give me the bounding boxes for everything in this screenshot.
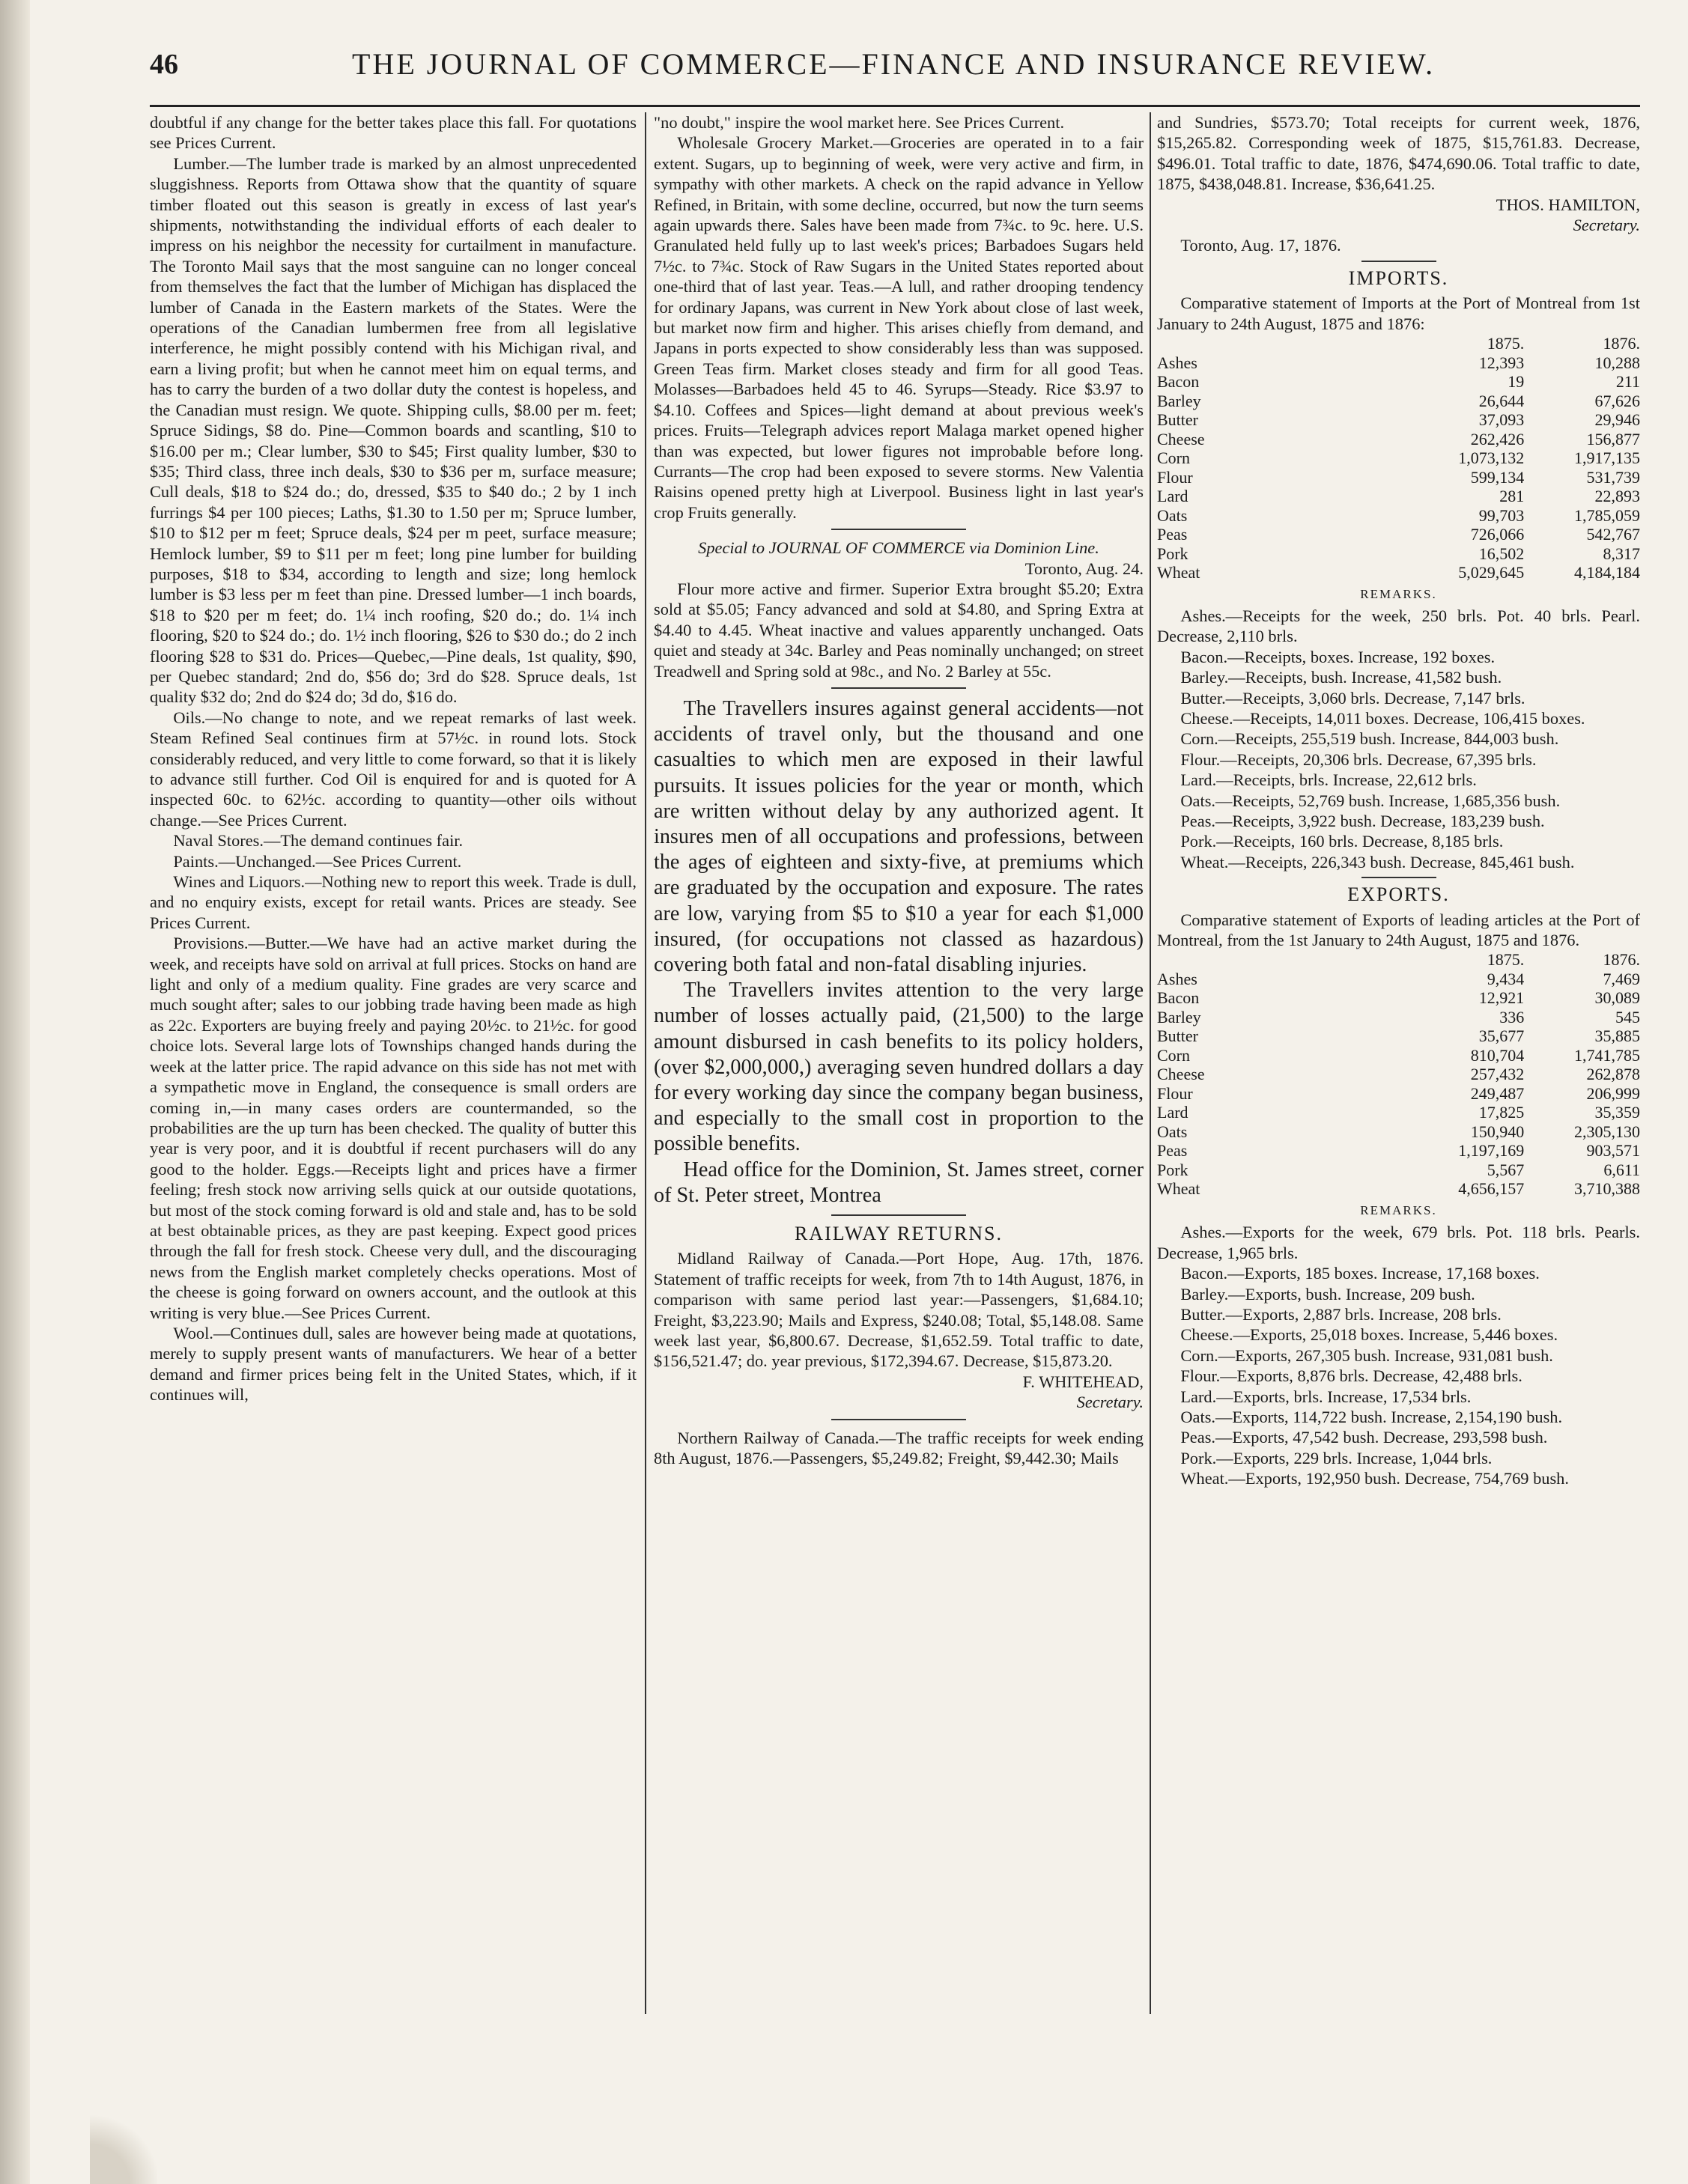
remark-line: Ashes.—Exports for the week, 679 brls. Pot. 118 brls. Pearls. Decrease, 1,965 brls. [1157, 1223, 1640, 1262]
value-1875-cell: 12,393 [1478, 353, 1525, 372]
exports-intro: Comparative statement of Exports of leading articles at the Port of Montreal, from the 1st January to 24th August, 1875 and 1876. [1157, 910, 1640, 950]
value-1876-cell: 35,359 [1594, 1103, 1640, 1122]
table-row [1157, 448, 1640, 468]
remark-line: Oats.—Receipts, 52,769 bush. Increase, 1,685,356 bush. [1180, 791, 1561, 810]
section-rule [831, 529, 966, 530]
table-row [1157, 410, 1640, 430]
table-header-row [1157, 950, 1640, 970]
signature: THOS. HAMILTON, [1496, 195, 1640, 214]
table-header-row [1157, 334, 1640, 353]
table-row [1157, 392, 1640, 411]
imports-intro: Comparative statement of Imports at the Port of Montreal from 1st January to 24th August, 1875 and 1876: [1157, 293, 1640, 333]
table-row [1157, 1065, 1640, 1084]
commodity-cell: Oats [1157, 505, 1188, 525]
remark-line: Cheese.—Exports, 25,018 boxes. Increase, 5,446 boxes. [1180, 1325, 1558, 1345]
journal-title: THE JOURNAL OF COMMERCE—FINANCE AND INSURANCE REVIEW. [352, 47, 1436, 81]
table-row [1157, 1122, 1640, 1142]
commodity-cell: Peas [1157, 1141, 1188, 1161]
column-middle [654, 112, 1144, 2022]
value-1875-cell: 1,073,132 [1458, 448, 1525, 468]
lumber-report: Lumber.—The lumber trade is marked by an almost unprecedented sluggishness. Reports from Ottawa show that the quantity of square timber floated out this season is greatly in excess of last year's shipments, notwithstanding the individual efforts of each dealer to impress on his neighbor the necessity for curtailment in manufacture. The Toronto Mail says that the most sanguine can no longer conceal from themselves the fact that the lumber of Michigan has displaced the lumber of Canada in the Eastern markets of the States. Were the operations of the Canadian lumbermen free from all legislative interference, he might possibly contend with his Michigan rival, and earn a living profit; but when he cannot meet him on equal terms, and has to carry the burden of a two dollar duty the contest is hopeless, and the Canadian must resign. We quote. Shipping culls, $8.00 per m. feet; Spruce Sidings, $8 do. Pine—Common boards and scantling, $10 to $16.00 per m.; Clear lumber, $30 to $45; First quality lumber, $30 to $35; Third class, three inch deals, $30 to $36 per m, surface measure; Cull deals, $18 to $24 do.; do, dressed, $35 to $40 do.; 2 by 1 inch furrings $4 per 100 pieces; Laths, $1.30 to 1.50 per m; Spruce lumber, $10 to $12 per m feet; Spruce deals, $24 per m peet, surface measure; Hemlock lumber, $9 to $11 per m feet; long pine lumber for building purposes, $18 to $34, according to length and size; long hemlock lumber is $3 less per m feet than pine. Dressed lumber—1 inch boards, $18 to $20 per m feet; do. 1¼ inch roofing, $20 do.; do. 1¼ inch flooring, $20 to $24 do.; do. 1½ inch flooring, $26 to $30 do.; do 2 inch flooring $28 to $31 do. Prices—Quebec,—Pine deals, 1st quality, $90, per Quebec standard; 2nd do, $56 do; 3rd do $28. Spruce deals, 1st quality $32 do; 2nd do $24 do; 3d do, $16 do. [150, 153, 637, 707]
commodity-cell: Corn [1157, 1045, 1190, 1065]
signature-title: Secretary. [1573, 216, 1640, 235]
value-1875-cell: 810,704 [1470, 1045, 1525, 1065]
table-row [1157, 468, 1640, 487]
wool-report: Wool.—Continues dull, sales are however being made at quotations, merely to supply present wants of manufacturers. We hear of a better demand and firmer prices being felt in the United States, which, if it continues will, [150, 1323, 637, 1405]
table-row [1157, 988, 1640, 1008]
value-1876-cell: 3,710,388 [1574, 1179, 1640, 1199]
commodity-cell: Wheat [1157, 563, 1200, 582]
commodity-cell: Pork [1157, 1160, 1188, 1179]
signature-title: Secretary. [1076, 1393, 1144, 1412]
value-1876-cell: 6,611 [1603, 1160, 1640, 1179]
railway-returns-heading: RAILWAY RETURNS. [794, 1223, 1004, 1245]
value-1876-cell: 67,626 [1594, 391, 1640, 410]
remark-line: Flour.—Receipts, 20,306 brls. Decrease, 67,395 brls. [1180, 749, 1537, 769]
imports-table [1157, 334, 1640, 582]
table-row [1157, 970, 1640, 989]
table-row [1157, 1046, 1640, 1065]
table-row [1157, 1161, 1640, 1180]
commodity-cell: Wheat [1157, 1179, 1200, 1199]
remark-line: Corn.—Receipts, 255,519 bush. Increase, 844,003 bush. [1180, 729, 1559, 749]
value-1875-cell: 150,940 [1470, 1122, 1525, 1141]
northern-railway-report: Northern Railway of Canada.—The traffic receipts for week ending 8th August, 1876.—Passengers, $5,249.82; Freight, $9,442.30; Mails [654, 1428, 1144, 1468]
remark-line: Bacon.—Exports, 185 boxes. Increase, 17,168 boxes. [1180, 1264, 1540, 1283]
remark-line: Pork.—Receipts, 160 brls. Decrease, 8,185 brls. [1180, 832, 1504, 851]
value-1876-cell: 206,999 [1586, 1083, 1640, 1103]
table-row [1157, 372, 1640, 392]
value-1876-cell: 7,469 [1603, 969, 1640, 988]
value-1876-cell: 903,571 [1586, 1141, 1640, 1161]
exports-heading: EXPORTS. [1347, 883, 1450, 906]
intro-paragraph: doubtful if any change for the better takes place this fall. For quotations see Prices Current. [150, 113, 637, 153]
exports-remarks-heading: REMARKS. [1360, 1202, 1437, 1217]
year-header: 1875. [1487, 334, 1525, 353]
naval-stores-report: Naval Stores.—The demand continues fair. [173, 831, 464, 851]
value-1876-cell: 542,767 [1586, 525, 1640, 544]
remark-line: Barley.—Receipts, bush. Increase, 41,582 bush. [1180, 668, 1502, 687]
scan-corner-shadow [90, 2111, 157, 2184]
commodity-cell: Barley [1157, 391, 1201, 410]
value-1876-cell: 531,739 [1586, 467, 1640, 487]
remark-line: Bacon.—Receipts, boxes. Increase, 192 boxes. [1180, 647, 1496, 666]
imports-remarks [1157, 606, 1640, 872]
remark-line: Peas.—Exports, 47,542 bush. Decrease, 293,598 bush. [1180, 1428, 1548, 1447]
value-1876-cell: 211 [1615, 372, 1640, 392]
value-1875-cell: 9,434 [1487, 969, 1525, 988]
value-1876-cell: 262,878 [1586, 1065, 1640, 1084]
remark-line: Lard.—Exports, brls. Increase, 17,534 brls. [1180, 1387, 1472, 1406]
remark-line: Cheese.—Receipts, 14,011 boxes. Decrease, 106,415 boxes. [1180, 709, 1585, 728]
commodity-cell: Pork [1157, 544, 1188, 563]
table-row [1157, 1103, 1640, 1122]
table-row [1157, 353, 1640, 373]
section-rule [831, 1214, 966, 1216]
remark-line: Wheat.—Exports, 192,950 bush. Decrease, 754,769 bush. [1180, 1469, 1569, 1488]
oils-report: Oils.—No change to note, and we repeat remarks of last week. Steam Refined Seal continues firm at 57½c. in round lots. Stock considerably reduced, and very little to come forward, so that it is likely to advance still further. Cod Oil is enquired for and is quoted for A inspected 60c. to 62½c. according to quantity—other oils without change.—See Prices Current. [150, 708, 637, 830]
value-1876-cell: 10,288 [1594, 353, 1640, 372]
remark-line: Lard.—Receipts, brls. Increase, 22,612 brls. [1180, 770, 1477, 790]
commodity-cell: Lard [1157, 487, 1188, 506]
column-divider [645, 112, 646, 2014]
remark-line: Flour.—Exports, 8,876 brls. Decrease, 42,488 brls. [1180, 1366, 1522, 1386]
wines-report: Wines and Liquors.—Nothing new to report this week. Trade is dull, and no enquiry exists, except for retail wants. Prices are steady. See Prices Current. [150, 872, 637, 932]
value-1876-cell: 1,785,059 [1574, 505, 1640, 525]
header-rule [150, 105, 1640, 107]
table-row [1157, 487, 1640, 506]
signature: F. WHITEHEAD, [1022, 1372, 1144, 1391]
value-1876-cell: 545 [1615, 1007, 1640, 1026]
commodity-cell: Corn [1157, 448, 1190, 468]
value-1875-cell: 37,093 [1478, 410, 1525, 430]
section-rule [831, 1419, 966, 1420]
commodity-cell: Ashes [1157, 353, 1197, 372]
midland-railway-report: Midland Railway of Canada.—Port Hope, Aug. 17th, 1876. Statement of traffic receipts for week, from 7th to 14th August, 1876, in comparison with same period last year:—Passengers, $1,684.10; Freight, $3,223.90; Mails and Express, $240.08; Total, $5,148.08. Same week last year, $6,800.67. Decrease, $1,652.59. Total traffic to date, $156,521.47; do. year previous, $172,394.67. Decrease, $15,873.20. [654, 1249, 1144, 1371]
grocery-report: Wholesale Grocery Market.—Groceries are operated in to a fair extent. Sugars, up to beginning of week, were very active and firm, in sympathy with other markets. A check on the rapid advance in Yellow Refined, in Britain, with some decline, occurred, but now the turn seems again upwards there. Sales have been made from 7¾c. to 9c. here. U.S. Granulated held fully up to last week's prices; Barbadoes Sugars held 7½c. to 7¾c. Stock of Raw Sugars in the United States reported about one-third that of last year. Teas.—A lull, and rather drooping tendency for ordinary Japans, was current in New York about close of last week, but market now firm and higher. This arises chiefly from demand, and Japans in ports expected to show considerably less than was supposed. Green Teas firm. Market closes steady and firm for all good Teas. Molasses—Barbadoes held 45 to 46. Syrups—Steady. Rice $3.97 to $4.10. Coffees and Spices—light demand at about previous week's prices. Fruits—Telegraph advices report Malaga market opened higher than was expected, but lower figures not improbable before long. Currants—The crop had been exposed to severe storms. New Valentia Raisins opened pretty high at Liverpool. Business light in last year's crop Fruits generally. [654, 133, 1144, 522]
value-1875-cell: 599,134 [1470, 467, 1525, 487]
travellers-ad-paragraph: The Travellers insures against general accidents—not accidents of travel only, but the thousand and one casualties to which men are exposed in their lawful pursuits. It issues policies for the year or month, which are written without delay by any authorized agent. It insures men of all occupations and professions, between the ages of eighteen and sixty-five, at premiums which are graduated by the occupation and exposure. The rates are low, varying from $5 to $10 a year for each $1,000 insured, (for occupations not classed as hazardous) covering both fatal and non-fatal disabling injuries. [654, 696, 1144, 976]
section-rule [1361, 877, 1436, 878]
remark-line: Butter.—Exports, 2,887 brls. Increase, 208 brls. [1180, 1305, 1502, 1324]
page-number: 46 [150, 49, 178, 80]
paints-report: Paints.—Unchanged.—See Prices Current. [173, 851, 462, 871]
value-1875-cell: 257,432 [1470, 1065, 1525, 1084]
value-1876-cell: 156,877 [1586, 429, 1640, 448]
value-1875-cell: 19 [1508, 372, 1525, 392]
value-1875-cell: 26,644 [1478, 391, 1525, 410]
commodity-cell: Flour [1157, 467, 1193, 487]
commodity-cell: Barley [1157, 1007, 1201, 1026]
commodity-cell: Oats [1157, 1122, 1188, 1141]
value-1875-cell: 17,825 [1478, 1103, 1525, 1122]
value-1876-cell: 22,893 [1594, 487, 1640, 506]
commodity-cell: Cheese [1157, 1065, 1205, 1084]
dateline: Toronto, Aug. 17, 1876. [1180, 236, 1341, 255]
table-row [1157, 1179, 1640, 1199]
column-right [1157, 112, 1640, 2022]
value-1876-cell: 1,917,135 [1574, 448, 1640, 468]
table-row [1157, 525, 1640, 544]
scan-edge-shadow [0, 0, 30, 2184]
remark-line: Barley.—Exports, bush. Increase, 209 bush. [1180, 1284, 1475, 1304]
value-1875-cell: 249,487 [1470, 1083, 1525, 1103]
provisions-report: Provisions.—Butter.—We have had an active market during the week, and receipts have sold on arrival at full prices. Stocks on hand are light and only of a medium quality. Fine grades are very scarce and much sought after; sales to our jobbing trade having been made as high as 22c. Exporters are buying freely and paying 20½c. to 21½c. for good choice lots. Several large lots of Townships changed hands during the week at the latter price. The rapid advance on this side has not met with a sympathetic move in England, the consequence is small orders are coming in,—in many cases orders are countermanded, so the probabilities are the up turn has been checked. The quality of butter this year is very poor, and it is doubtful if recent purchasers will do any good to the holder. Eggs.—Receipts light and prices have a firmer feeling; fresh stock now arriving sells quick at our outside quotations, but most of the stock coming forward is old and stale and, has to be sold at best obtainable prices, as they are past keeping. Expect good prices through the fall for fresh stock. Cheese very dull, and the discouraging news from the English market completely checks operations. Most of the cheese is going forward on owners account, and the outlook at this writing is very blue.—See Prices Current. [150, 934, 637, 1322]
value-1876-cell: 8,317 [1603, 544, 1640, 563]
value-1876-cell: 1,741,785 [1574, 1045, 1640, 1065]
commodity-cell: Bacon [1157, 372, 1200, 392]
table-row [1157, 1084, 1640, 1104]
section-rule [1361, 261, 1436, 262]
table-row [1157, 563, 1640, 582]
exports-remarks [1157, 1222, 1640, 1488]
column-left [150, 112, 637, 2022]
remark-line: Wheat.—Receipts, 226,343 bush. Decrease, 845,461 bush. [1180, 852, 1575, 872]
column-divider [1150, 112, 1151, 2014]
value-1875-cell: 281 [1499, 487, 1525, 506]
special-dispatch-dateline: Toronto, Aug. 24. [1024, 559, 1144, 578]
section-rule [831, 687, 966, 689]
table-row [1157, 1026, 1640, 1046]
table-row [1157, 1008, 1640, 1027]
imports-heading: IMPORTS. [1348, 267, 1449, 289]
year-header: 1876. [1603, 950, 1640, 970]
value-1875-cell: 5,567 [1487, 1160, 1525, 1179]
table-row [1157, 430, 1640, 449]
commodity-cell: Butter [1157, 1026, 1198, 1046]
exports-table [1157, 950, 1640, 1199]
value-1875-cell: 35,677 [1478, 1026, 1525, 1046]
special-dispatch-heading: Special to JOURNAL OF COMMERCE via Dominion Line. [698, 538, 1099, 558]
remark-line: Butter.—Receipts, 3,060 brls. Decrease, 7,147 brls. [1180, 688, 1525, 708]
commodity-cell: Ashes [1157, 969, 1197, 988]
value-1875-cell: 1,197,169 [1458, 1141, 1525, 1161]
commodity-cell: Bacon [1157, 988, 1200, 1008]
commodity-cell: Flour [1157, 1083, 1193, 1103]
value-1876-cell: 35,885 [1594, 1026, 1640, 1046]
year-header: 1875. [1487, 950, 1525, 970]
remark-line: Ashes.—Receipts for the week, 250 brls. Pot. 40 brls. Pearl. Decrease, 2,110 brls. [1157, 606, 1640, 646]
value-1875-cell: 262,426 [1470, 429, 1525, 448]
value-1875-cell: 99,703 [1478, 505, 1525, 525]
commodity-cell: Cheese [1157, 429, 1205, 448]
year-header: 1876. [1603, 334, 1640, 353]
value-1875-cell: 16,502 [1478, 544, 1525, 563]
value-1876-cell: 2,305,130 [1574, 1122, 1640, 1141]
remark-line: Corn.—Exports, 267,305 bush. Increase, 931,081 bush. [1180, 1345, 1553, 1365]
page-header [150, 43, 1640, 91]
travellers-ad-address: Head office for the Dominion, St. James street, corner of St. Peter street, Montrea [654, 1158, 1144, 1207]
value-1875-cell: 336 [1499, 1007, 1525, 1026]
remark-line: Peas.—Receipts, 3,922 bush. Decrease, 183,239 bush. [1180, 812, 1545, 831]
wool-continued: "no doubt," inspire the wool market here. See Prices Current. [654, 113, 1065, 132]
commodity-cell: Butter [1157, 410, 1198, 430]
value-1875-cell: 12,921 [1478, 988, 1525, 1008]
value-1875-cell: 4,656,157 [1458, 1179, 1525, 1199]
table-row [1157, 544, 1640, 564]
travellers-ad-paragraph: The Travellers invites attention to the very large number of losses actually paid, (21,500) to the large amount disbursed in cash benefits to its policy holders, (over $2,000,000,) averaging seven hundred dollars a day for every working day since the company began business, and especially to the small cost in proportion to the possible benefits. [654, 979, 1144, 1156]
value-1876-cell: 29,946 [1594, 410, 1640, 430]
value-1876-cell: 4,184,184 [1574, 563, 1640, 582]
table-row [1157, 1141, 1640, 1161]
remark-line: Pork.—Exports, 229 brls. Increase, 1,044 brls. [1180, 1448, 1493, 1467]
commodity-cell: Peas [1157, 525, 1188, 544]
value-1876-cell: 30,089 [1594, 988, 1640, 1008]
value-1875-cell: 726,066 [1470, 525, 1525, 544]
value-1875-cell: 5,029,645 [1458, 563, 1525, 582]
remark-line: Oats.—Exports, 114,722 bush. Increase, 2,154,190 bush. [1180, 1408, 1563, 1427]
northern-railway-continued: and Sundries, $573.70; Total receipts for current week, 1876, $15,265.82. Corresponding week of 1875, $15,761.83. Decrease, $496.01. Total traffic to date, 1876, $474,690.06. Total traffic to date, 1875, $438,048.81. Increase, $36,641.25. [1157, 113, 1640, 194]
commodity-cell: Lard [1157, 1103, 1188, 1122]
table-row [1157, 506, 1640, 526]
special-dispatch-body: Flour more active and firmer. Superior Extra brought $5.20; Extra sold at $5.05; Fancy advanced and sold at $4.80, and Spring Extra at $4.40 to 4.45. Wheat inactive and values apparently unchanged. Oats quiet and steady at 34c. Barley and Peas nominally unchanged; on street Treadwell and Spring sold at 98c., and No. 2 Barley at 55c. [654, 579, 1144, 681]
imports-remarks-heading: REMARKS. [1360, 586, 1437, 601]
